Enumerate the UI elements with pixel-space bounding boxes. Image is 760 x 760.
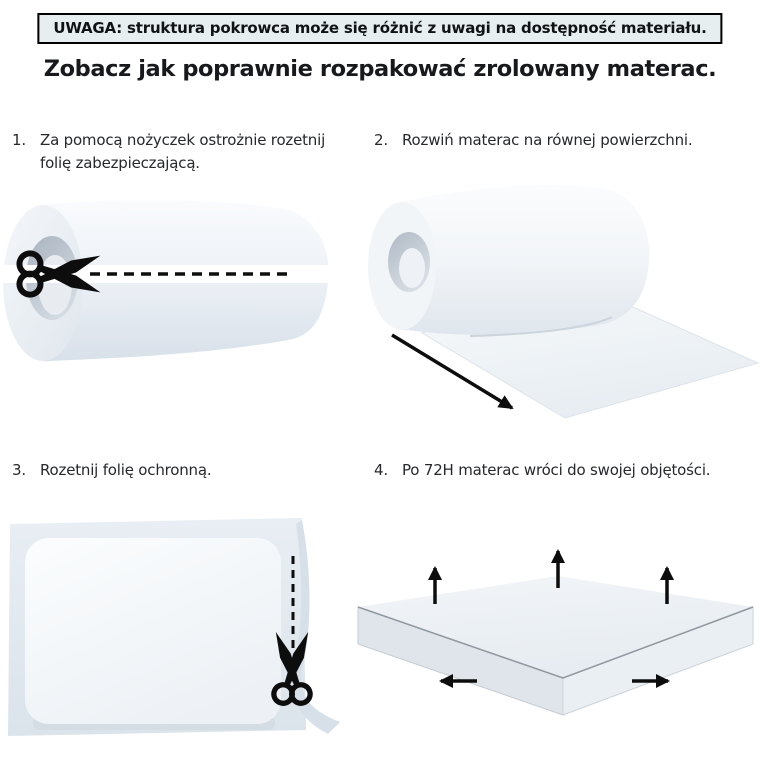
mattress-roll	[368, 185, 649, 336]
flat-mattress	[25, 538, 281, 724]
step-3-illustration-film-cut	[0, 512, 350, 760]
step-4-illustration-expanding	[355, 518, 760, 760]
step-2-illustration-unrolling	[360, 168, 760, 420]
step-4-number: 4.	[374, 461, 388, 479]
step-3-text: Rozetnij folię ochronną.	[40, 461, 212, 479]
notice-banner	[37, 13, 722, 44]
step-2-text: Rozwiń materac na równej powierzchni.	[402, 131, 693, 149]
step-1-illustration-rolled-mattress	[0, 190, 340, 398]
step-2-label	[374, 129, 760, 152]
expanded-mattress	[358, 576, 753, 715]
notice-banner-text: UWAGA: struktura pokrowca może się różnić z uwagi na dostępność materiału.	[53, 19, 707, 37]
step-4-text: Po 72H materac wróci do swojej objętości.	[402, 461, 711, 479]
step-1-text: Za pomocą nożyczek ostrożnie rozetnij folię zabezpieczającą.	[40, 131, 326, 172]
step-2-number: 2.	[374, 131, 388, 149]
step-3-number: 3.	[12, 461, 26, 479]
step-3-label	[12, 459, 342, 482]
page-title: Zobacz jak poprawnie rozpakować zrolowany materac.	[43, 56, 717, 82]
step-4-label	[374, 459, 760, 482]
step-1-label	[12, 129, 342, 174]
step-1-number: 1.	[12, 131, 26, 149]
